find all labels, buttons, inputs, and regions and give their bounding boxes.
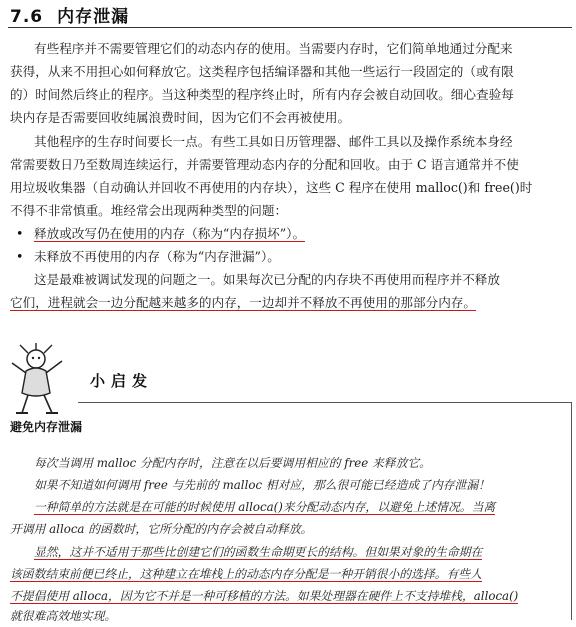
hint-box-title: 小启发 [90, 372, 154, 390]
bullet-item: 释放或改写仍在使用的内存（称为“内存损坏”）。 [34, 226, 306, 241]
hint-line: 每次当调用 malloc 分配内存时，注意在以后要调用相应的 free 来释放它。 [34, 456, 431, 470]
paragraph-line: 用垃圾收集器（自动确认并回收不再使用的内存块），这些 C 程序在使用 malloc()和 free()时 [10, 180, 533, 195]
section-number: 7.6 [10, 7, 44, 27]
hint-line: 该函数结束前便已终止，这种建立在堆栈上的动态内存分配是一种开销很小的选择。有些人 [10, 567, 482, 581]
paragraph-line: 常需要数日乃至数周连续运行，并需要管理动态内存的分配和回收。由于 C 语言通常并不使 [10, 157, 519, 172]
hint-subtitle: 避免内存泄漏 [10, 420, 83, 434]
paragraph-line: 这是最难被调试发现的问题之一。如果每次已分配的内存块不再使用而程序并不释放 [34, 272, 500, 287]
section-heading [10, 2, 129, 27]
hint-line: 开调用 alloca 的函数时，它所分配的内存会被自动释放。 [10, 522, 313, 536]
bullet-marker: • [16, 249, 24, 264]
paragraph-line: 的）时间然后终止的程序。当这种类型的程序终止时，所有内存会被自动回收。细心查验每 [10, 87, 514, 102]
bullet-marker: • [16, 226, 24, 241]
paragraph-line: 其他程序的生存时间要长一点。有些工具如日历管理器、邮件工具以及操作系统本身经 [34, 134, 513, 149]
section-title: 内存泄漏 [57, 7, 130, 27]
paragraph-line: 块内存是否需要回收纯属浪费时间，因为它们不会再被使用。 [10, 110, 351, 125]
hint-line: 不提倡使用 alloca，因为它不并是一种可移植的方法。如果处理器在硬件上不支持堆栈，alloca() [10, 589, 519, 603]
paragraph-line: 它们，进程就会一边分配越来越多的内存，一边却并不释放不再使用的那部分内存。 [10, 295, 476, 310]
paragraph-line: 不得不非常慎重。堆经常会出现两种类型的问题： [10, 203, 288, 218]
heading-rule [8, 27, 572, 28]
hint-line: 显然，这并不适用于那些比创建它们的函数生命期更长的结构。但如果对象的生命期在 [34, 545, 483, 559]
paragraph-line: 有些程序并不需要管理它们的动态内存的使用。当需要内存时，它们简单地通过分配来 [34, 41, 513, 56]
hint-line: 一种简单的方法就是在可能的时候使用 alloca()来分配动态内存，以避免上述情况。当离 [34, 500, 496, 514]
hint-line: 就很难高效地实现。 [10, 609, 117, 623]
hint-box-top-rule [78, 402, 572, 403]
mascot-illustration [6, 343, 68, 417]
bullet-item: 未释放不再使用的内存（称为“内存泄漏”）。 [34, 249, 280, 264]
paragraph-line: 获得，从来不用担心如何释放它。这类程序包括编译器和其他一些运行一段固定的（或有限 [10, 64, 514, 79]
hint-line: 如果不知道如何调用 free 与先前的 malloc 相对应，那么很可能已经造成了内存泄漏！ [34, 478, 490, 492]
hint-box-right-rule [571, 402, 572, 620]
